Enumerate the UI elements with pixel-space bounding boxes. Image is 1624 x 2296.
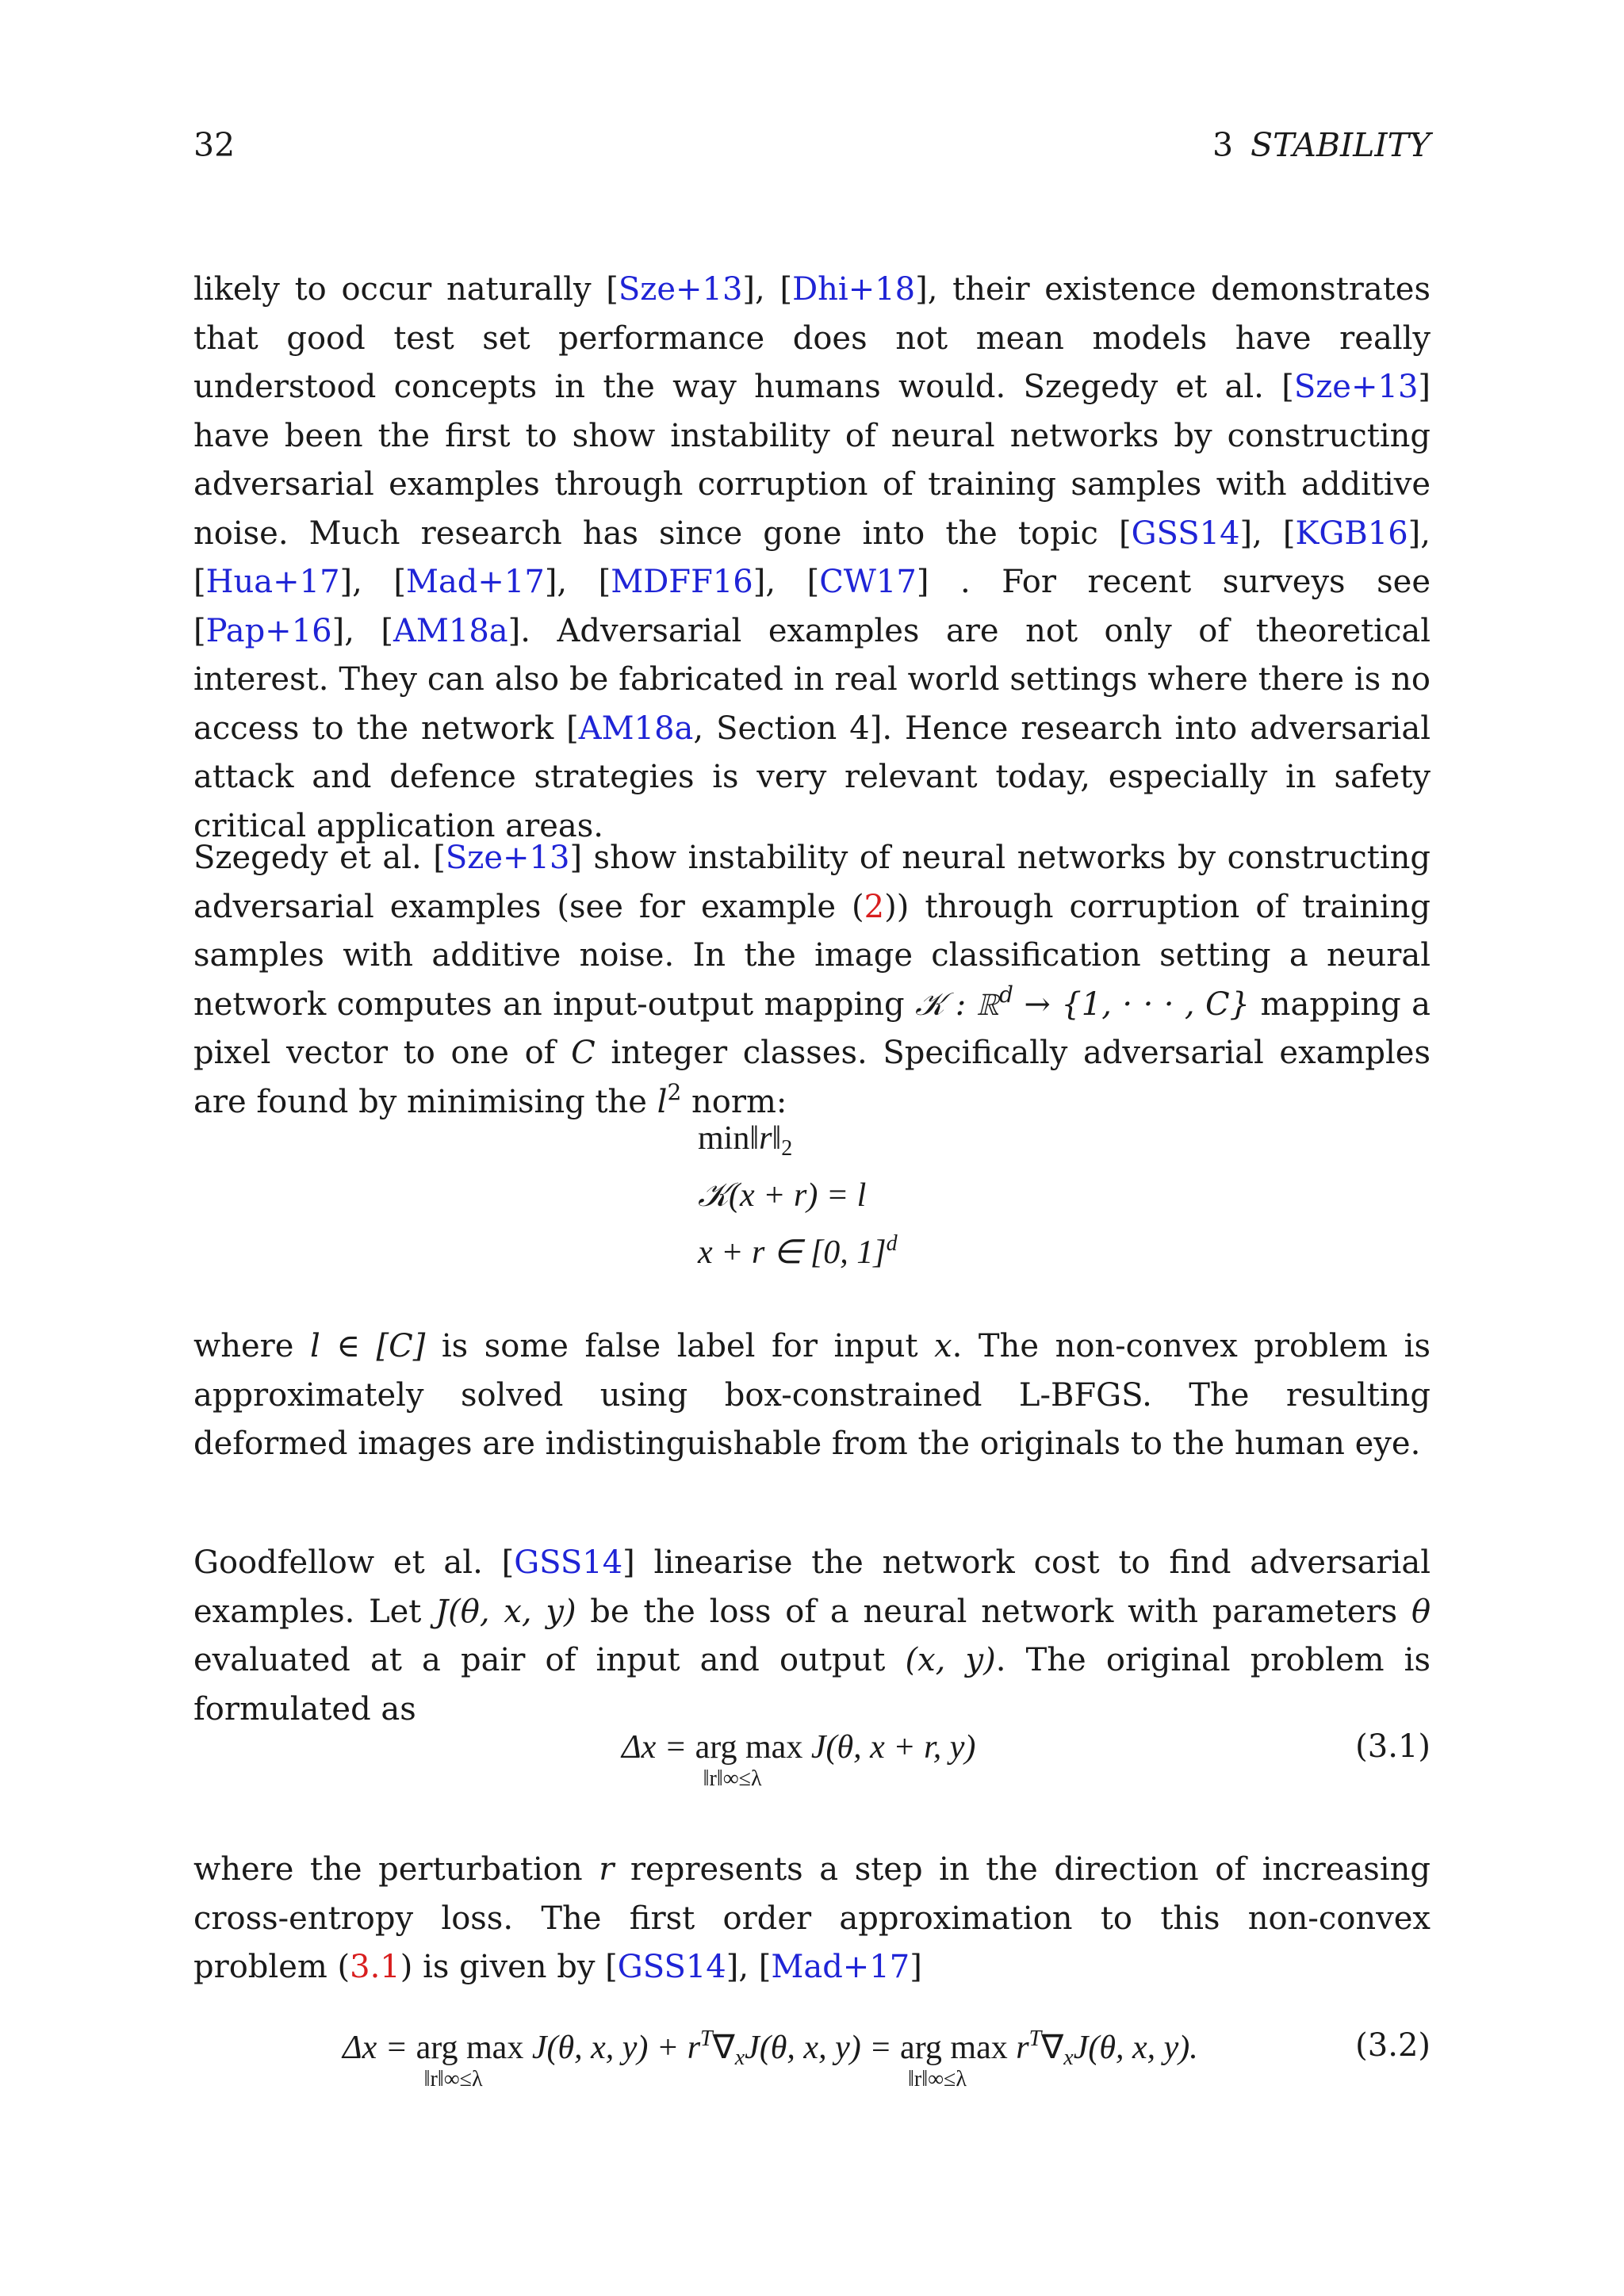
citation-kgb16[interactable]: KGB16 [1295, 515, 1408, 552]
constraint-box-line: x + r ∈ [0, 1]$^d$ [698, 1231, 898, 1271]
constraint-label-line: 𝒦(x + r) = l [698, 1177, 867, 1214]
page-number: 32 [193, 126, 236, 164]
citation-sze13[interactable]: Sze+13 [1293, 369, 1419, 405]
citation-pap16[interactable]: Pap+16 [205, 612, 332, 649]
objective-line: $\min‖r‖_2$ [698, 1120, 793, 1161]
equation-number: (3.1) [1355, 1728, 1431, 1765]
section-heading [1212, 125, 1431, 165]
equation-expression: Δx = arg max ‖r‖∞≤λ J(θ, x, $y) + r^T\nabla_xJ(\theta$, x, y) = arg max ‖r‖∞≤λ $r^T\nabla_xJ(\theta$, x, y). [343, 2026, 1198, 2091]
citation-gss14[interactable]: GSS14 [1131, 515, 1240, 552]
citation-sze13[interactable]: Sze+13 [618, 271, 743, 308]
paragraph-1: likely to occur naturally [Sze+13], [Dhi+18], their existence demonstrates that good test set performance does not mean models have really understood concepts in the way humans would. Szegedy et al. [Sze+13] have been the first to show instability of neural networks by constructing adversarial examples through corruption of training samples with additive noise. Much research has since gone into the topic [GSS14], [KGB16], [Hua+17], [Mad+17], [MDFF16], [CW17] . For recent surveys see [Pap+16], [AM18a]. Adversarial examples are not only of theoretical interest. They can also be fabricated in real world settings where there is no access to the network [AM18a, Section 4]. Hence research into adversarial attack and defence strategies is very relevant today, especially in safety critical application areas. [193, 271, 1431, 844]
mapping-expression: 𝒦 : ℝ$^d$ → {1, · · · , C} [915, 981, 1251, 1023]
citation-mdff16[interactable]: MDFF16 [611, 564, 753, 600]
figure-ref-2[interactable]: 2 [864, 888, 885, 925]
citation-hua17[interactable]: Hua+17 [205, 564, 340, 600]
citation-am18a[interactable]: AM18a [578, 710, 694, 747]
citation-gss14[interactable]: GSS14 [617, 1949, 726, 1985]
citation-gss14[interactable]: GSS14 [514, 1544, 623, 1581]
equation-expression: Δx = arg max ‖r‖∞≤λ J(θ, x + r, y) [622, 1729, 976, 1791]
section-number: 3 [1212, 126, 1234, 164]
paragraph-5: where the perturbation r represents a step in the direction of increasing cross-entropy loss. The first order approximation to this non-convex problem (3.1) is given by [GSS14], [Mad+17] [193, 1851, 1431, 1985]
paragraph-4: Goodfellow et al. [GSS14] linearise the network cost to find adversarial examples. Let J(θ, x, y) be the loss of a neural network with parameters θ evaluated at a pair of input and output (x, y). The original problem is formulated as [193, 1544, 1431, 1728]
citation-am18a[interactable]: AM18a [393, 612, 508, 649]
equation-3-1 [193, 1728, 1431, 1792]
paragraph-3: where l ∈ [C] is some false label for input x. The non-convex problem is approximately solved using box-constrained L-BFGS. The resulting deformed images are indistinguishable from the originals to the human eye. [193, 1328, 1431, 1462]
optimization-problem [698, 1110, 898, 1281]
citation-cw17[interactable]: CW17 [819, 564, 917, 600]
paragraph-2: Szegedy et al. [Sze+13] show instability of neural networks by constructing adversarial examples (see for example (2)) through corruption of training samples with additive noise. In the image classification setting a neural network computes an input-output mapping 𝒦 : ℝ$^d$ → {1, · · · , C} mapping a pixel vector to one of C integer classes. Specifically adversarial examples are found by minimising the $l^2$ norm: [193, 840, 1431, 1120]
section-title: STABILITY [1251, 126, 1431, 164]
equation-number: (3.2) [1355, 2027, 1431, 2064]
citation-sze13[interactable]: Sze+13 [445, 840, 570, 876]
equation-3-2 [193, 2027, 1431, 2091]
citation-dhi18[interactable]: Dhi+18 [792, 271, 916, 308]
citation-mad17[interactable]: Mad+17 [771, 1949, 910, 1985]
citation-mad17[interactable]: Mad+17 [405, 564, 545, 600]
running-header [193, 125, 1431, 165]
equation-ref-3-1[interactable]: 3.1 [350, 1949, 400, 1985]
